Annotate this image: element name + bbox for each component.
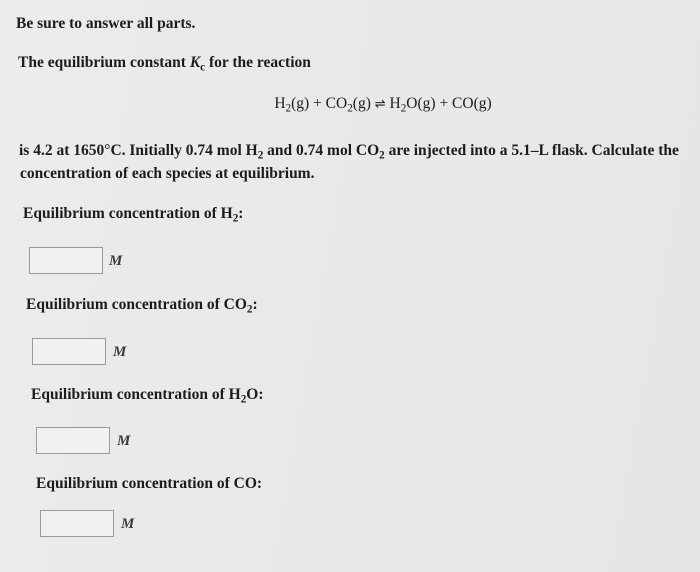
problem-text: and 0.74 mol CO — [263, 142, 380, 159]
label-text: O: — [246, 386, 264, 403]
answer-label-h2o — [31, 386, 264, 404]
eq-sub: 2 — [400, 102, 407, 115]
problem-sub: 2 — [379, 149, 385, 162]
equilibrium-arrow-icon: ⇌ — [374, 97, 386, 112]
label-text: Equilibrium concentration of CO: — [36, 475, 263, 492]
eq-text: H — [385, 95, 401, 112]
eq-h2: H — [274, 95, 286, 112]
intro-after: for the reaction — [205, 54, 311, 71]
answer-input-h2o[interactable] — [36, 427, 110, 454]
reaction-equation — [0, 95, 700, 114]
unit-label: M — [109, 253, 123, 269]
label-text: : — [252, 296, 258, 313]
kc-symbol: K — [189, 54, 201, 71]
answer-label-co2 — [26, 296, 258, 314]
eq-sub: 2 — [285, 102, 292, 115]
unit-label: M — [121, 516, 135, 532]
instructions-heading: Be sure to answer all parts. — [16, 15, 196, 32]
label-sub: 2 — [232, 212, 239, 225]
answer-input-h2[interactable] — [29, 247, 103, 274]
intro-text — [18, 54, 311, 72]
problem-text: is 4.2 at 1650°C. Initially 0.74 mol H — [19, 142, 258, 159]
intro-before: The equilibrium constant — [18, 54, 190, 71]
problem-sub: 2 — [257, 149, 264, 162]
label-sub: 2 — [246, 303, 253, 316]
label-text: Equilibrium concentration of H — [23, 205, 233, 222]
answer-label-h2 — [23, 205, 243, 223]
answer-input-co[interactable] — [40, 510, 114, 537]
label-sub: 2 — [240, 393, 247, 406]
problem-text: are injected into a 5.1–L flask. Calculate the — [384, 142, 679, 159]
answer-input-co2[interactable] — [32, 338, 106, 365]
label-text: : — [238, 205, 244, 222]
eq-text: (g) — [352, 95, 375, 112]
answer-label-co — [36, 475, 262, 493]
unit-label: M — [117, 433, 131, 449]
label-text: Equilibrium concentration of H — [31, 386, 241, 403]
unit-label: M — [113, 344, 127, 360]
problem-line-1 — [19, 142, 679, 160]
kc-subscript: c — [200, 61, 206, 74]
eq-sub: 2 — [347, 102, 353, 115]
problem-line-2: concentration of each species at equilibrium. — [20, 165, 315, 182]
eq-text: (g) + CO — [291, 95, 348, 112]
label-text: Equilibrium concentration of CO — [26, 296, 247, 313]
eq-text: O(g) + CO(g) — [406, 95, 492, 112]
